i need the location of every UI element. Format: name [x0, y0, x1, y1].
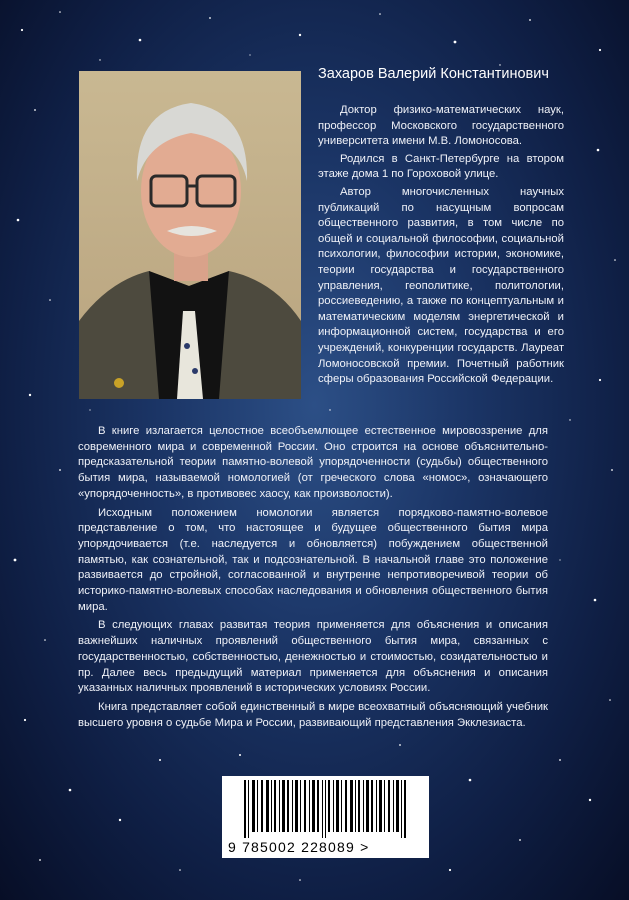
description-paragraph: Книга представляет собой единственный в мире всеохватный объясняющий учебник высшего уровня о судьбе Мира и России, развивающий представления Экклезиаста.	[78, 700, 548, 729]
author-bio	[318, 103, 564, 390]
description-paragraph: В следующих главах развитая теория применяется для объяснения и описания важнейших наличных проявлений общественного бытия мира, связанных с государственностью, собственностью, денежностью и стоимостью, созидательностью и пр. Далее весь предыдущий материал применяется для объяснения и описания указанных наличных проявлений в исторических условиях России.	[78, 619, 548, 695]
barcode-bars	[222, 776, 429, 838]
book-description	[78, 424, 548, 734]
isbn-barcode	[222, 776, 429, 858]
bio-paragraph: Родился в Санкт-Петербурге на втором этаже дома 1 по Гороховой улице.	[318, 152, 564, 181]
author-photo	[79, 71, 301, 399]
author-name: Захаров Валерий Константинович	[318, 66, 549, 82]
bio-paragraph: Доктор физико-математических наук, профессор Московского государственного университета имени М.В. Ломоносова.	[318, 104, 564, 148]
isbn-number: 9 785002 228089 >	[228, 839, 370, 855]
bio-paragraph: Автор многочисленных научных публикаций по насущным вопросам общественного развития, в том числе по общей и социальной философии, социальной психологии, философии истории, экономике, теории государства и государственного управления, геополитике, политологии, россиеведению, а также по концептуальным и математическим моделям энергетической и информационной систем, государства и его учреждений, конкуренции государств. Лауреат Ломоносовской премии. Почетный работник сферы образования Российской Федерации.	[318, 185, 564, 386]
description-paragraph: В книге излагается целостное всеобъемлющее естественное мировоззрение для современного мира и современной России. Оно строится на основе объяснительно-предсказательной теории памятно-волевой упорядоченности (судьбы) общественного бытия мира, называемой номологией (от греческого слова «номос», означающего «упорядоченность», в противовес хаосу, как произволости).	[78, 425, 548, 500]
description-paragraph: Исходным положением номологии является порядково-памятно-волевое представление о том, что настоящее и будущее общественного бытия мира упорядочивается (т.е. наследуется и обновляется) побуждением общественной памятью, как сознательной, так и подсознательной. В начальной главе это положение развивается до стройной, согласованной и внутренне непротиворечивой теории об историко-памятно-волевых способах наследования и обновления общественного бытия мира.	[78, 506, 548, 613]
